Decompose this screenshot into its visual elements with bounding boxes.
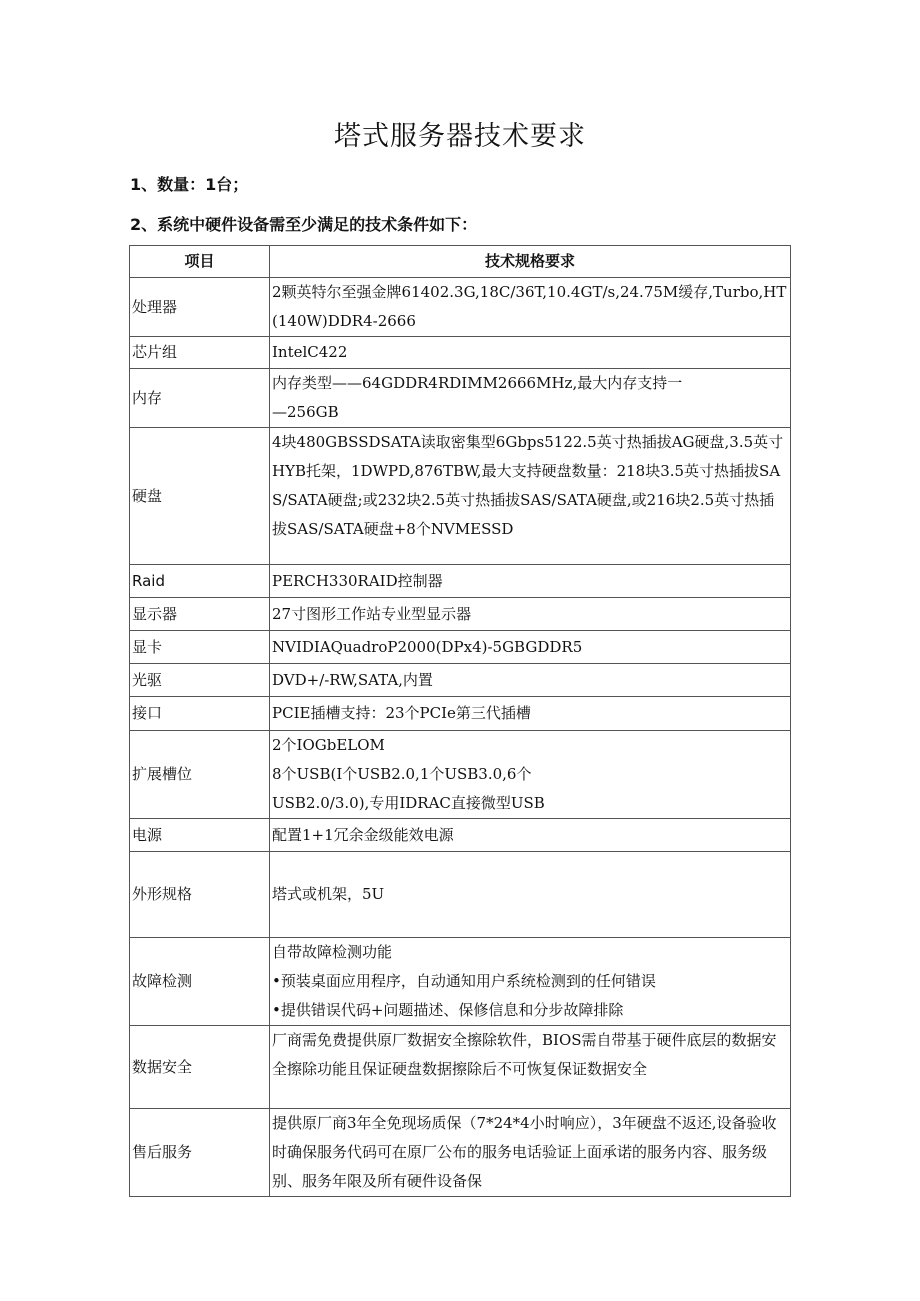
table-header-row: [130, 246, 791, 278]
table-row: [130, 369, 791, 428]
row-spec-expansion: [270, 731, 791, 819]
table-row: [130, 278, 791, 337]
quantity-line: 1、数量：1台；: [130, 175, 249, 194]
spec-line: 配置1+1冗余金级能效电源: [272, 825, 454, 844]
row-spec-after-sales: [270, 1109, 791, 1197]
row-spec-interface: [270, 697, 791, 731]
spec-line: —256GB: [272, 403, 339, 421]
row-item-fault-detection: 故障检测: [130, 938, 270, 1026]
spec-line: 内存类型——64GDDR4RDIMM2666MHz,最大内存支持一: [272, 374, 683, 392]
row-item-interface: 接口: [130, 697, 270, 731]
row-item-data-security: 数据安全: [130, 1026, 270, 1109]
row-item-after-sales: 售后服务: [130, 1109, 270, 1197]
table-row: [130, 428, 791, 565]
requirement-line: 2、系统中硬件设备需至少满足的技术条件如下：: [130, 215, 478, 234]
row-item-power: 电源: [130, 819, 270, 852]
row-item-form-factor: 外形规格: [130, 852, 270, 938]
page-title: 塔式服务器技术要求: [334, 121, 586, 152]
table-row: [130, 819, 791, 852]
row-item-cpu: 处理器: [130, 278, 270, 337]
spec-line: 提供原厂商3年全免现场质保（7*24*4小时响应），3年硬盘不返还,设备验收时确保服务代码可在原厂公布的服务电话验证上面承诺的服务内容、服务级别、服务年限及所有硬件设备保: [272, 1114, 777, 1190]
row-item-raid: Raid: [130, 565, 270, 598]
spec-line: IntelC422: [272, 343, 348, 361]
row-item-disk: 硬盘: [130, 428, 270, 565]
row-item-monitor: 显示器: [130, 598, 270, 631]
row-spec-fault-detection: [270, 938, 791, 1026]
table-row: [130, 938, 791, 1026]
row-spec-data-security: [270, 1026, 791, 1109]
spec-line: 27寸图形工作站专业型显示器: [272, 604, 472, 623]
spec-line: USB2.0/3.0),专用IDRAC直接微型USB: [272, 794, 545, 812]
spec-line: 2颗英特尔至强金牌61402.3G,18C/36T,10.4GT/s,24.75M缓存,Turbo,HT(140W)DDR4-2666: [272, 283, 787, 330]
header-spec: 技术规格要求: [270, 246, 791, 278]
row-item-optical: 光驱: [130, 664, 270, 697]
row-item-memory: 内存: [130, 369, 270, 428]
spec-line: •提供错误代码+问题描述、保修信息和分步故障排除: [272, 1001, 624, 1019]
row-spec-optical: [270, 664, 791, 697]
spec-line: 2个IOGbELOM: [272, 736, 385, 754]
spec-line: •预装桌面应用程序，自动通知用户系统检测到的任何错误: [272, 972, 656, 990]
spec-line: 8个USB(I个USB2.0,1个USB3.0,6个: [272, 765, 532, 783]
row-spec-monitor: [270, 598, 791, 631]
spec-line: 塔式或机架，5U: [272, 885, 385, 903]
table-row: [130, 631, 791, 664]
row-spec-power: [270, 819, 791, 852]
spec-line: DVD+/-RW,SATA,内置: [272, 670, 433, 689]
row-item-gpu: 显卡: [130, 631, 270, 664]
row-item-expansion: 扩展槽位: [130, 731, 270, 819]
row-spec-memory: [270, 369, 791, 428]
table-row: [130, 731, 791, 819]
spec-line: PCIE插槽支持：23个PCIe第三代插槽: [272, 704, 531, 722]
table-row: [130, 1026, 791, 1109]
row-spec-raid: [270, 565, 791, 598]
spec-line: NVIDIAQuadroP2000(DPx4)-5GBGDDR5: [272, 637, 583, 656]
table-row: [130, 852, 791, 938]
table-row: [130, 565, 791, 598]
table-row: [130, 598, 791, 631]
spec-table: [129, 245, 791, 1197]
spec-line: PERCH330RAID控制器: [272, 571, 443, 590]
row-spec-cpu: [270, 278, 791, 337]
table-row: [130, 697, 791, 731]
row-spec-disk: [270, 428, 791, 565]
header-item: 项目: [130, 246, 270, 278]
table-row: [130, 1109, 791, 1197]
spec-line: 厂商需免费提供原厂数据安全擦除软件，BIOS需自带基于硬件底层的数据安全擦除功能且保证硬盘数据擦除后不可恢复保证数据安全: [272, 1031, 777, 1078]
row-spec-gpu: [270, 631, 791, 664]
spec-line: 自带故障检测功能: [272, 943, 393, 961]
table-row: [130, 337, 791, 369]
table-row: [130, 664, 791, 697]
row-item-chipset: 芯片组: [130, 337, 270, 369]
spec-line: 4块480GBSSDSATA读取密集型6Gbps5122.5英寸热插拔AG硬盘,3.5英寸HYB托架，1DWPD,876TBW,最大支持硬盘数量：218块3.5英寸热插拔SAS/SATA硬盘;或232块2.5英寸热插拔SAS/SATA硬盘,或216块2.5英寸热插拔SAS/SATA硬盘+8个NVMESSD: [272, 433, 784, 538]
row-spec-chipset: [270, 337, 791, 369]
row-spec-form-factor: [270, 852, 791, 938]
